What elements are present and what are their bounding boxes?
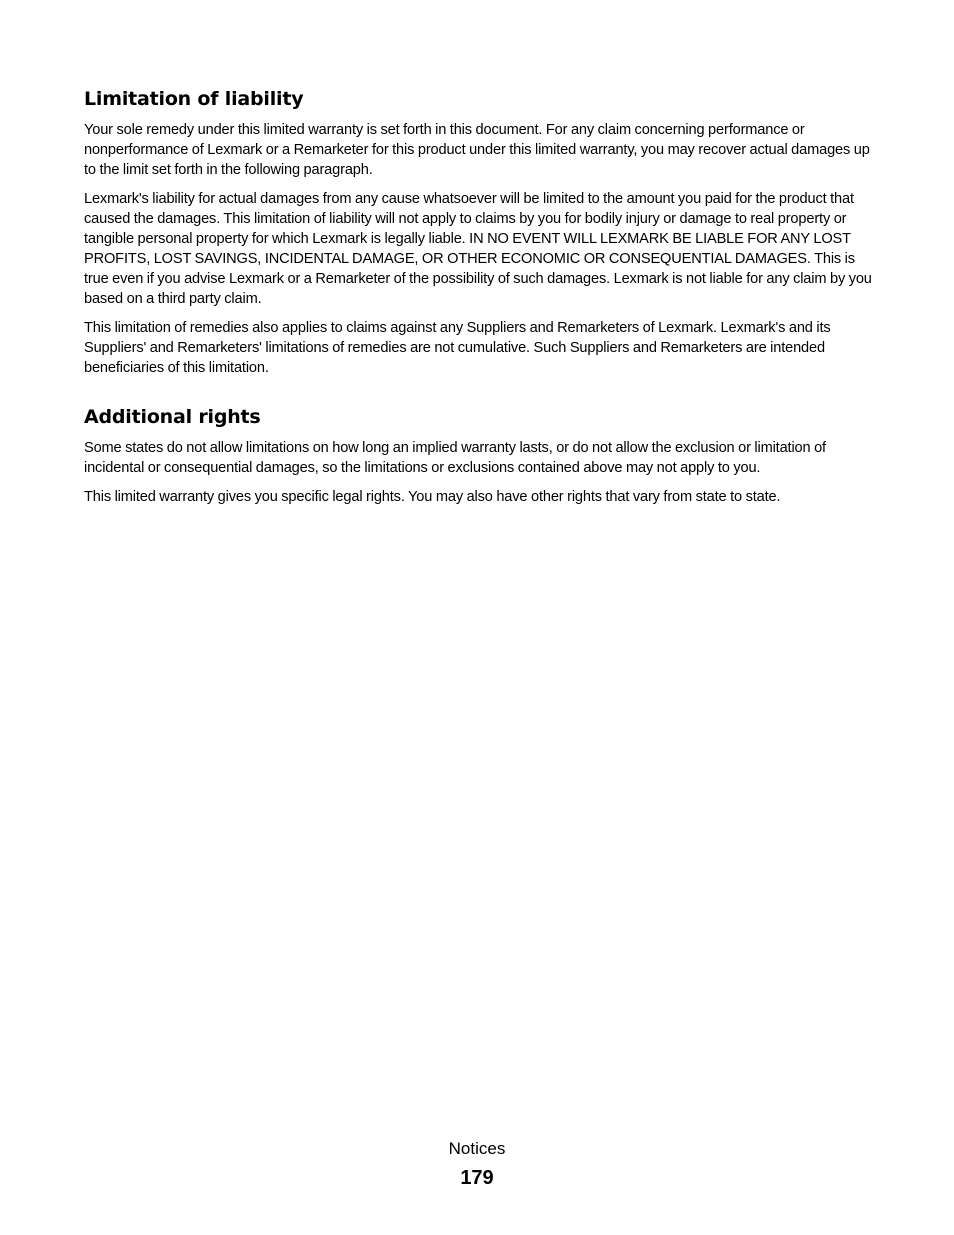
paragraph: Your sole remedy under this limited warranty is set forth in this document. For any claim concerning performance or nonperformance of Lexmark or a Remarketer for this product under this limited warranty, you may recover actual damages up to the limit set forth in the following paragraph. [84,122,870,178]
page-content [84,88,874,516]
footer-section-name: Notices [448,1139,506,1158]
page-number: 179 [460,1167,494,1189]
section-heading-limitation-of-liability: Limitation of liability [84,88,304,110]
paragraph: Some states do not allow limitations on how long an implied warranty lasts, or do not allow the exclusion or limitation of incidental or consequential damages, so the limitations or exclusions contained above may not apply to you. [84,440,826,476]
paragraph: This limitation of remedies also applies to claims against any Suppliers and Remarketers of Lexmark. Lexmark's and its Suppliers' and Remarketers' limitations of remedies are not cumulative. Such Suppliers and Remarketers are intended beneficiaries of this limitation. [84,320,831,376]
section-heading-additional-rights: Additional rights [84,406,261,428]
paragraph: This limited warranty gives you specific legal rights. You may also have other rights that vary from state to state. [84,489,781,505]
paragraph: Lexmark's liability for actual damages from any cause whatsoever will be limited to the amount you paid for the product that caused the damages. This limitation of liability will not apply to claims by you for bodily injury or damage to real property or tangible personal property for which Lexmark is legally liable. IN NO EVENT WILL LEXMARK BE LIABLE FOR ANY LOST PROFITS, LOST SAVINGS, INCIDENTAL DAMAGE, OR OTHER ECONOMIC OR CONSEQUENTIAL DAMAGES. This is true even if you advise Lexmark or a Remarketer of the possibility of such damages. Lexmark is not liable for any claim by you based on a third party claim. [84,191,872,307]
